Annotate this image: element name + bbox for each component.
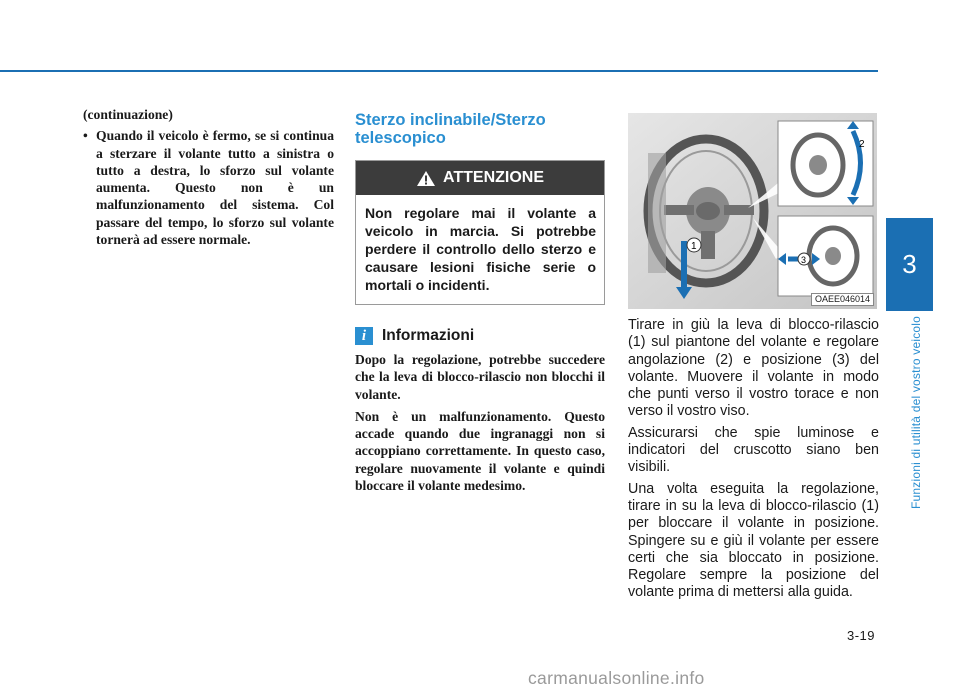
middle-column bbox=[355, 111, 605, 499]
info-paragraph-2: Non è un malfunzionamento. Questo accade quando due ingranaggi non si accoppiano correttamente. In questo caso, regolare nuovamente il volante e quindi bloccare il volante medesimo. bbox=[355, 408, 605, 494]
right-paragraph-3: Una volta eseguita la regolazione, tirare in su la leva di blocco-rilascio (1) per bloccare il volante in posizione. Spingere su e giù il volante per essere certi che sia bloccato in posizione. Regolare sempre la posizione del volante prima di mettersi alla guida. bbox=[628, 480, 879, 601]
callout-2: 2 bbox=[859, 139, 865, 150]
steering-wheel-drawing bbox=[628, 113, 877, 309]
info-title: Informazioni bbox=[382, 327, 475, 344]
right-paragraph-2: Assicurarsi che spie luminose e indicatori del cruscotto siano ben visibili. bbox=[628, 424, 879, 476]
page-number: 3-19 bbox=[847, 628, 876, 643]
section-title: Sterzo inclinabile/Sterzo telescopico bbox=[355, 111, 546, 147]
bullet-dot: • bbox=[83, 128, 88, 144]
warning-box bbox=[355, 160, 605, 305]
figure-caption: OAEE046014 bbox=[811, 293, 874, 306]
watermark: carmanualsonline.info bbox=[528, 668, 705, 688]
info-icon: i bbox=[355, 327, 373, 345]
warning-header bbox=[356, 161, 604, 195]
callout-1: 1 bbox=[691, 241, 697, 252]
info-paragraph-1: Dopo la regolazione, potrebbe succedere che la leva di blocco-rilascio non blocchi il volante. bbox=[355, 352, 605, 402]
warning-triangle-icon bbox=[416, 170, 436, 187]
continuation-label: (continuazione) bbox=[83, 107, 173, 122]
right-paragraph-1: Tirare in giù la leva di blocco-rilascio (1) sul piantone del volante e regolare angolazione (2) e posizione (3) del volante. Muovere il volante in modo che punti verso il vostro torace e non verso il vostro viso. bbox=[628, 317, 879, 420]
info-heading bbox=[355, 327, 605, 345]
steering-wheel-illustration bbox=[628, 113, 877, 309]
chapter-tab: 3 bbox=[886, 218, 933, 311]
right-column bbox=[628, 317, 879, 606]
left-column bbox=[83, 106, 334, 248]
bullet-text: Quando il veicolo è fermo, se si continua a sterzare il volante tutto a sinistra o tutto a destra, lo sforzo sul volante aumenta. Questo non è un malfunzionamento del sistema. Col passare del tempo, lo sforzo sul volante tornerà ad essere normale. bbox=[96, 128, 334, 248]
bullet-item bbox=[83, 127, 334, 248]
chapter-title: Funzioni di utilità del vostro veicolo bbox=[909, 315, 923, 509]
callout-3: 3 bbox=[801, 255, 807, 265]
header-rule bbox=[0, 70, 878, 72]
warning-title: ATTENZIONE bbox=[442, 169, 545, 186]
warning-body: Non regolare mai il volante a veicolo in marcia. Si potrebbe perdere il controllo dello sterzo e causare lesioni fisiche serie o mortali o incidenti. bbox=[365, 205, 596, 293]
